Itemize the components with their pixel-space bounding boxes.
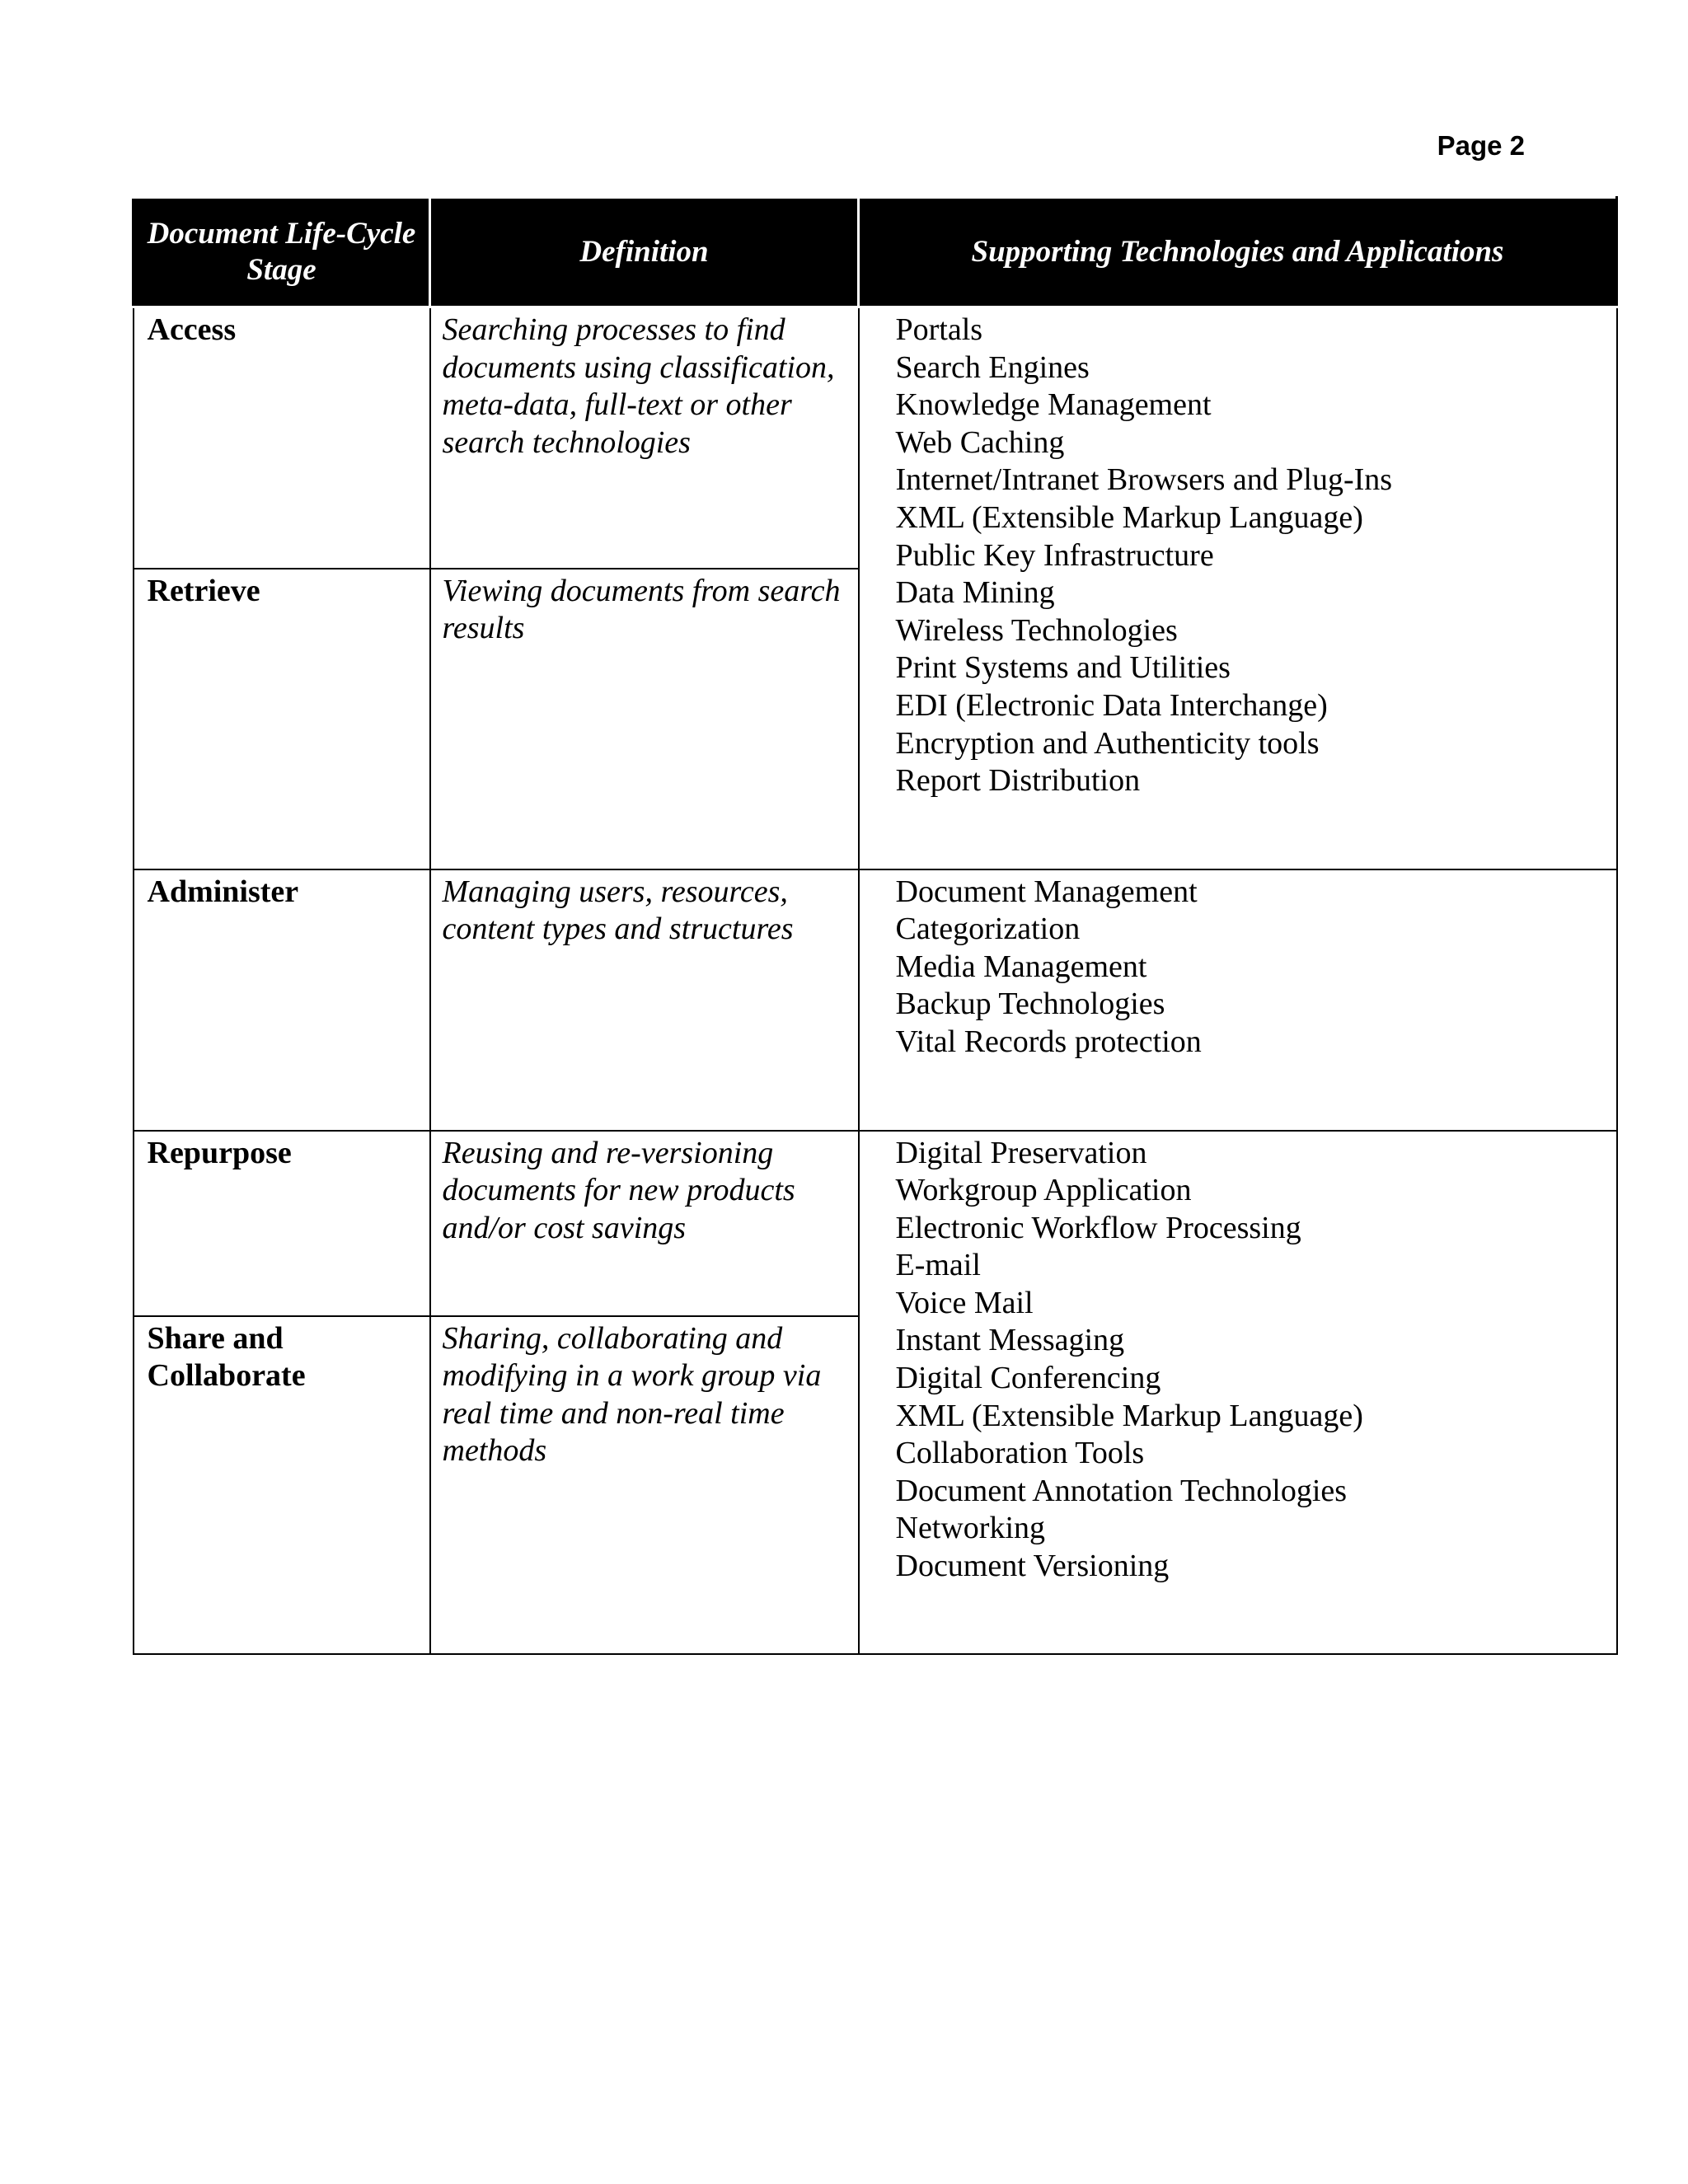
table-row: [134, 307, 1617, 569]
technology-item: Voice Mail: [895, 1285, 1034, 1320]
technology-item: Digital Preservation: [895, 1135, 1147, 1170]
table-row: [134, 1131, 1617, 1316]
technologies-cell: [859, 869, 1617, 1131]
technology-item: Search Engines: [895, 349, 1090, 385]
header-stage: Document Life-Cycle Stage: [134, 198, 430, 307]
technology-item: Report Distribution: [895, 763, 1141, 799]
definition-cell: Searching processes to find documents using classification, meta-data, full-text or other search technologies: [430, 307, 859, 569]
technology-item: Web Caching: [895, 424, 1065, 460]
technology-item: Encryption and Authenticity tools: [895, 725, 1320, 761]
definition-cell: Viewing documents from search results: [430, 569, 859, 869]
technology-item: Media Management: [895, 949, 1147, 984]
technology-item: Document Management: [895, 874, 1198, 909]
stage-cell: Retrieve: [134, 569, 430, 869]
stage-cell: Repurpose: [134, 1131, 430, 1316]
technology-item: Collaboration Tools: [895, 1436, 1145, 1471]
technology-item: XML (Extensible Markup Language): [895, 499, 1363, 535]
table-row: [134, 869, 1617, 1131]
technology-item: EDI (Electronic Data Interchange): [895, 687, 1328, 723]
technology-item: Instant Messaging: [895, 1323, 1125, 1358]
technology-item: Digital Conferencing: [895, 1361, 1161, 1396]
technology-item: Internet/Intranet Browsers and Plug-Ins: [895, 462, 1393, 498]
technology-item: Document Annotation Technologies: [895, 1473, 1348, 1508]
technologies-cell: [859, 1131, 1617, 1654]
technology-item: Networking: [895, 1511, 1046, 1546]
lifecycle-table: [132, 196, 1618, 1655]
stage-cell: Access: [134, 307, 430, 569]
technology-item: Print Systems and Utilities: [895, 650, 1231, 686]
header-technologies: Supporting Technologies and Applications: [859, 198, 1617, 307]
technology-item: Backup Technologies: [895, 987, 1165, 1022]
technology-item: Data Mining: [895, 575, 1055, 611]
table-header-row: [134, 198, 1617, 307]
header-definition: Definition: [430, 198, 859, 307]
stage-cell: Administer: [134, 869, 430, 1131]
technology-item: Public Key Infrastructure: [895, 537, 1214, 573]
technology-item: Categorization: [895, 912, 1081, 947]
technology-item: Portals: [895, 312, 983, 347]
technology-item: Electronic Workflow Processing: [895, 1210, 1301, 1245]
technologies-cell: [859, 307, 1617, 869]
technology-item: Knowledge Management: [895, 387, 1212, 423]
stage-cell: Share and Collaborate: [134, 1316, 430, 1654]
page-number: Page 2: [1437, 130, 1525, 161]
technology-item: Vital Records protection: [895, 1024, 1202, 1059]
technology-item: Wireless Technologies: [895, 612, 1178, 648]
technology-item: Document Versioning: [895, 1549, 1170, 1584]
technology-item: Workgroup Application: [895, 1173, 1192, 1208]
technology-item: E-mail: [895, 1248, 981, 1283]
definition-cell: Reusing and re-versioning documents for new products and/or cost savings: [430, 1131, 859, 1316]
technology-item: XML (Extensible Markup Language): [895, 1398, 1363, 1433]
definition-cell: Managing users, resources, content types and structures: [430, 869, 859, 1131]
definition-cell: Sharing, collaborating and modifying in a work group via real time and non-real time methods: [430, 1316, 859, 1654]
